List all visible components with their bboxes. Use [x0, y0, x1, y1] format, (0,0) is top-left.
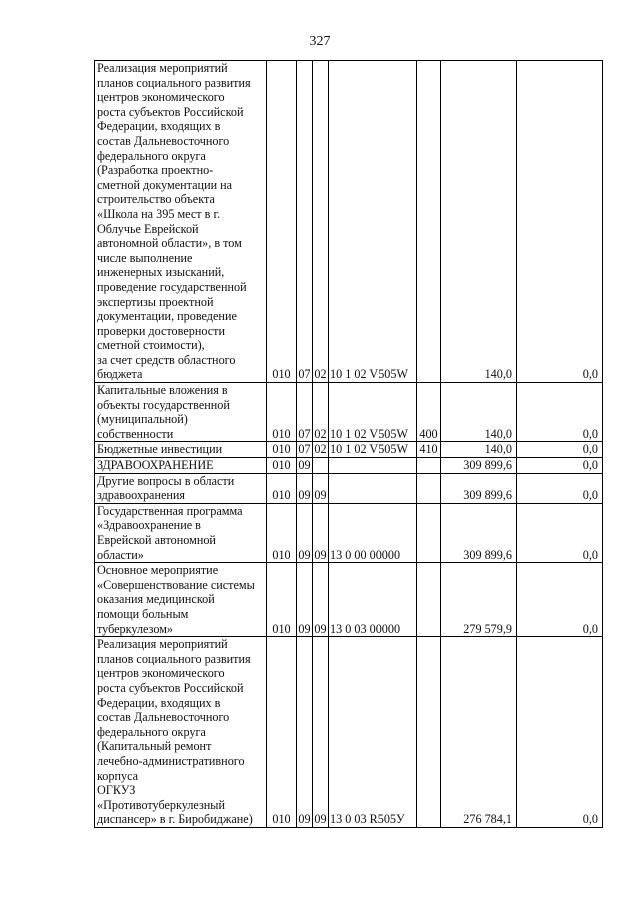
- subsection-code-cell: 09: [313, 503, 329, 562]
- item-name-line: диспансер» в г. Биробиджане): [97, 812, 253, 827]
- item-name-cell: [95, 473, 267, 503]
- item-name-line: помощи больным: [97, 606, 189, 621]
- item-name-line: «Здравоохранение в: [97, 518, 201, 533]
- section-code-cell: 09: [297, 473, 313, 503]
- ministry-code-cell: 010: [267, 503, 297, 562]
- item-name-line: за счет средств областного: [97, 352, 236, 367]
- subsection-code-cell: 02: [313, 61, 329, 383]
- amount-cell: 140,0: [441, 61, 517, 383]
- ministry-code-cell: 010: [267, 383, 297, 442]
- amount-next-cell: 0,0: [517, 383, 603, 442]
- section-code-cell: 09: [297, 503, 313, 562]
- item-name-line: Облучье Еврейской: [97, 221, 199, 236]
- amount-next-cell: 0,0: [517, 458, 603, 474]
- section-code-cell: 09: [297, 563, 313, 637]
- item-name-cell: [95, 637, 267, 828]
- section-code-cell: 07: [298, 442, 311, 457]
- item-name-line: объекты государственной: [97, 397, 230, 412]
- target-article-cell: 13 0 03 00000: [329, 563, 417, 637]
- target-article-cell: 13 0 03 R505У: [329, 637, 417, 828]
- item-name-line: центров экономического: [97, 666, 225, 681]
- item-name-line: туберкулезом»: [97, 621, 173, 636]
- expense-type-cell: [417, 503, 441, 562]
- item-name-line: сметной стоимости),: [97, 338, 205, 353]
- expense-type-cell: [417, 61, 441, 383]
- item-name-line: состав Дальневосточного: [97, 133, 230, 148]
- expense-type-cell: [417, 637, 441, 828]
- ministry-code-cell: 010: [267, 442, 297, 458]
- item-name-line: центров экономического: [97, 90, 225, 105]
- item-name-line: федерального округа: [97, 148, 206, 163]
- item-name-line: числе выполнение: [97, 250, 193, 265]
- ministry-code-cell: 010: [267, 61, 297, 383]
- target-article-cell: 10 1 02 V505W: [329, 442, 417, 458]
- item-name-line: собственности: [97, 426, 174, 441]
- item-name-line: бюджета: [97, 367, 143, 382]
- item-name-line: автономной области», в том: [97, 236, 242, 251]
- subsection-code-cell: 09: [313, 473, 329, 503]
- expense-type-cell: 410: [417, 442, 441, 458]
- table-row: [95, 637, 603, 828]
- table-row: [95, 442, 603, 458]
- amount-cell: 140,0: [441, 442, 517, 458]
- amount-cell: 309 899,6: [441, 458, 517, 474]
- subsection-code-cell: 02: [314, 442, 327, 457]
- section-code-cell: 07: [297, 383, 313, 442]
- amount-next-cell: 0,0: [517, 473, 603, 503]
- item-name-line: проверки достоверности: [97, 323, 226, 338]
- item-name-line: ЗДРАВООХРАНЕНИЕ: [97, 458, 214, 473]
- item-name-line: «Школа на 395 мест в г.: [97, 206, 221, 221]
- subsection-code-cell: [313, 458, 329, 474]
- item-name-line: планов социального развития: [97, 75, 251, 90]
- item-name-line: проведение государственной: [97, 279, 247, 294]
- subsection-code-cell: 09: [313, 563, 329, 637]
- item-name-line: инженерных изысканий,: [97, 265, 225, 280]
- expense-type-cell: [417, 458, 441, 474]
- item-name-line: ОГКУЗ: [97, 783, 136, 798]
- item-name-line: «Противотуберкулезный: [97, 797, 226, 812]
- amount-next-cell: 0,0: [517, 503, 603, 562]
- section-code-cell: 07: [297, 61, 313, 383]
- item-name-line: корпуса: [97, 768, 139, 783]
- item-name-line: Государственная программа: [97, 503, 243, 518]
- table-row: [95, 473, 603, 503]
- item-name-line: (Разработка проектно-: [97, 163, 214, 178]
- amount-cell: 309 899,6: [441, 473, 517, 503]
- ministry-code-cell: 010: [267, 458, 297, 474]
- page-number: 327: [309, 34, 331, 49]
- item-name-line: сметной документации на: [97, 177, 233, 192]
- expense-type-cell: [417, 563, 441, 637]
- amount-cell: 276 784,1: [441, 637, 517, 828]
- item-name-line: здравоохранения: [97, 488, 186, 503]
- table-body: [95, 61, 603, 828]
- item-name-line: планов социального развития: [97, 651, 251, 666]
- item-name-cell: [95, 61, 267, 383]
- target-article-cell: 10 1 02 V505W: [329, 61, 417, 383]
- item-name-line: документации, проведение: [97, 309, 237, 324]
- section-code-cell: 09: [297, 637, 313, 828]
- amount-next-cell: 0,0: [517, 442, 603, 458]
- subsection-code-cell: 09: [313, 637, 329, 828]
- section-code-cell: 09: [298, 458, 311, 473]
- item-name-line: Реализация мероприятий: [97, 637, 228, 652]
- item-name-line: (Капитальный ремонт: [97, 739, 212, 754]
- item-name-line: Другие вопросы в области: [97, 473, 235, 488]
- table-row: [95, 383, 603, 442]
- table-row: [95, 503, 603, 562]
- item-name-line: федерального округа: [97, 724, 206, 739]
- item-name-cell: [95, 383, 267, 442]
- ministry-code-cell: 010: [267, 473, 297, 503]
- item-name-line: роста субъектов Российской: [97, 104, 244, 119]
- amount-cell: 140,0: [441, 383, 517, 442]
- item-name-line: области»: [97, 547, 144, 562]
- amount-next-cell: 0,0: [517, 637, 603, 828]
- item-name-line: Основное мероприятие: [97, 563, 219, 578]
- target-article-cell: 13 0 00 00000: [329, 503, 417, 562]
- budget-table: [94, 60, 603, 828]
- item-name-cell: [95, 442, 267, 458]
- item-name-line: лечебно-административного: [97, 753, 245, 768]
- expense-type-cell: 400: [417, 383, 441, 442]
- item-name-line: оказания медицинской: [97, 592, 215, 607]
- ministry-code-cell: 010: [267, 637, 297, 828]
- table-row: [95, 61, 603, 383]
- item-name-line: строительство объекта: [97, 192, 215, 207]
- target-article-cell: [329, 458, 417, 474]
- item-name-line: состав Дальневосточного: [97, 710, 230, 725]
- item-name-cell: [95, 563, 267, 637]
- item-name-cell: [95, 503, 267, 562]
- target-article-cell: [329, 473, 417, 503]
- item-name-line: Федерации, входящих в: [97, 695, 221, 710]
- item-name-line: Капитальные вложения в: [97, 383, 228, 398]
- expense-type-cell: [417, 473, 441, 503]
- target-article-cell: 10 1 02 V505W: [329, 383, 417, 442]
- table-row: [95, 458, 603, 474]
- amount-next-cell: 0,0: [517, 563, 603, 637]
- item-name-line: Федерации, входящих в: [97, 119, 221, 134]
- amount-cell: 279 579,9: [441, 563, 517, 637]
- amount-cell: 309 899,6: [441, 503, 517, 562]
- item-name-line: Еврейской автономной: [97, 533, 216, 547]
- item-name-line: Бюджетные инвестиции: [97, 442, 223, 457]
- item-name-line: роста субъектов Российской: [97, 680, 244, 695]
- item-name-line: (муниципальной): [97, 412, 188, 427]
- item-name-line: экспертизы проектной: [97, 294, 214, 309]
- item-name-line: «Совершенствование системы: [97, 577, 255, 592]
- amount-next-cell: 0,0: [517, 61, 603, 383]
- item-name-cell: [95, 458, 267, 474]
- ministry-code-cell: 010: [267, 563, 297, 637]
- subsection-code-cell: 02: [313, 383, 329, 442]
- item-name-line: Реализация мероприятий: [97, 61, 228, 75]
- table-row: [95, 563, 603, 637]
